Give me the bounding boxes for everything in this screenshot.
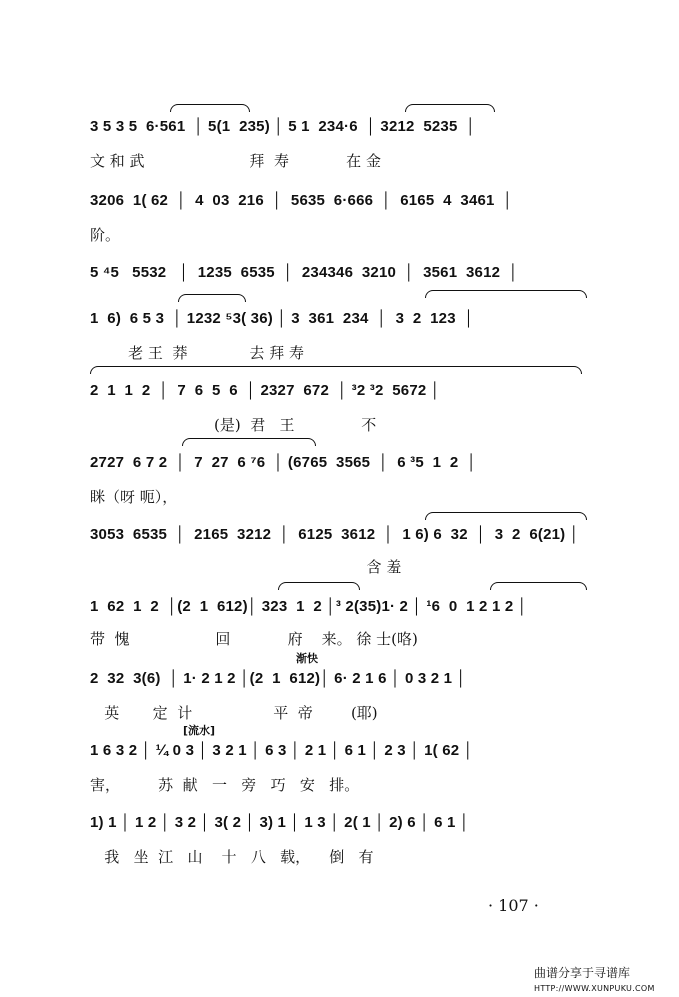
lyric-row: 带 愧 回 府 来。 徐 士(咯) [90, 630, 418, 648]
notation-row: 3206 1( 62 │ 4 03 216 │ 5635 6·666 │ 6165 4 3461 │ [90, 192, 513, 209]
lyric-row: 害， 苏 献 一 旁 巧 安 排。 [90, 776, 360, 794]
notation-row: 2 32 3(6) │ 1· 2 1 2 │(2 1 612)│ 6· 2 1 6 │ 0 3 2 1 │ [90, 670, 467, 687]
notation-row: 5 ⁴5 5532 │ 1235 6535 │ 234346 3210 │ 3561 3612 │ [90, 264, 519, 281]
tempo-mark-flowing: [流水] [183, 724, 216, 737]
slur-arc [90, 366, 582, 374]
page-number: · 107 · [488, 896, 539, 915]
notation-row: 3053 6535 │ 2165 3212 │ 6125 3612 │ 1 6) 6 32 │ 3 2 6(21) │ [90, 526, 580, 543]
site-url: HTTP://WWW.XUNPUKU.COM [534, 984, 655, 993]
slur-arc [178, 294, 246, 302]
notation-row: 1 6) 6 5 3 │ 1232 ⁵3( 36) │ 3 361 234 │ 3 2 123 │ [90, 310, 475, 327]
slur-arc [490, 582, 587, 590]
slur-arc [425, 290, 587, 298]
slur-arc [278, 582, 360, 590]
slur-arc [182, 438, 316, 446]
lyric-row: 含 羞 [90, 558, 402, 576]
notation-row: 1 6 3 2 │ ¼ 0 3 │ 3 2 1 │ 6 3 │ 2 1 │ 6 1 │ 2 3 │ 1( 62 │ [90, 742, 474, 759]
footer-watermark [534, 966, 655, 996]
notation-row: 2 1 1 2 │ 7 6 5 6 │ 2327 672 │ ³2 ³2 5672 │ [90, 382, 441, 399]
slur-arc [405, 104, 495, 112]
notation-row: 1 62 1 2 │(2 1 612)│ 323 1 2 │³ 2(35)1· 2 │ ¹6 0 1 2 1 2 │ [90, 598, 528, 615]
notation-row: 1) 1 │ 1 2 │ 3 2 │ 3( 2 │ 3) 1 │ 1 3 │ 2( 1 │ 2) 6 │ 6 1 │ [90, 814, 470, 831]
lyric-row: 阶。 [90, 226, 121, 244]
lyric-row: 眯（呀 呃）， [90, 488, 178, 506]
notation-row: 2727 6 7 2 │ 7 27 6 ⁷6 │ (6765 3565 │ 6 ³5 1 2 │ [90, 454, 477, 471]
slur-arc [425, 512, 587, 520]
tempo-mark-gradually-fast: 渐快 [296, 652, 318, 665]
site-name: 曲谱分享于寻谱库 [534, 966, 631, 980]
lyric-row: (是) 君 王 不 [90, 416, 377, 434]
lyric-row: 老 王 莽 去 拜 寿 [90, 344, 304, 362]
slur-arc [170, 104, 250, 112]
lyric-row: 英 定 计 平 帝 (耶) [90, 704, 378, 722]
lyric-row: 文 和 武 拜 寿 在 金 [90, 152, 381, 170]
lyric-row: 我 坐 江 山 十 八 载， 倒 有 [90, 848, 374, 866]
notation-row: 3 5 3 5 6·561 │ 5(1 235) │ 5 1 234·6 │ 3212 5235 │ [90, 118, 476, 135]
